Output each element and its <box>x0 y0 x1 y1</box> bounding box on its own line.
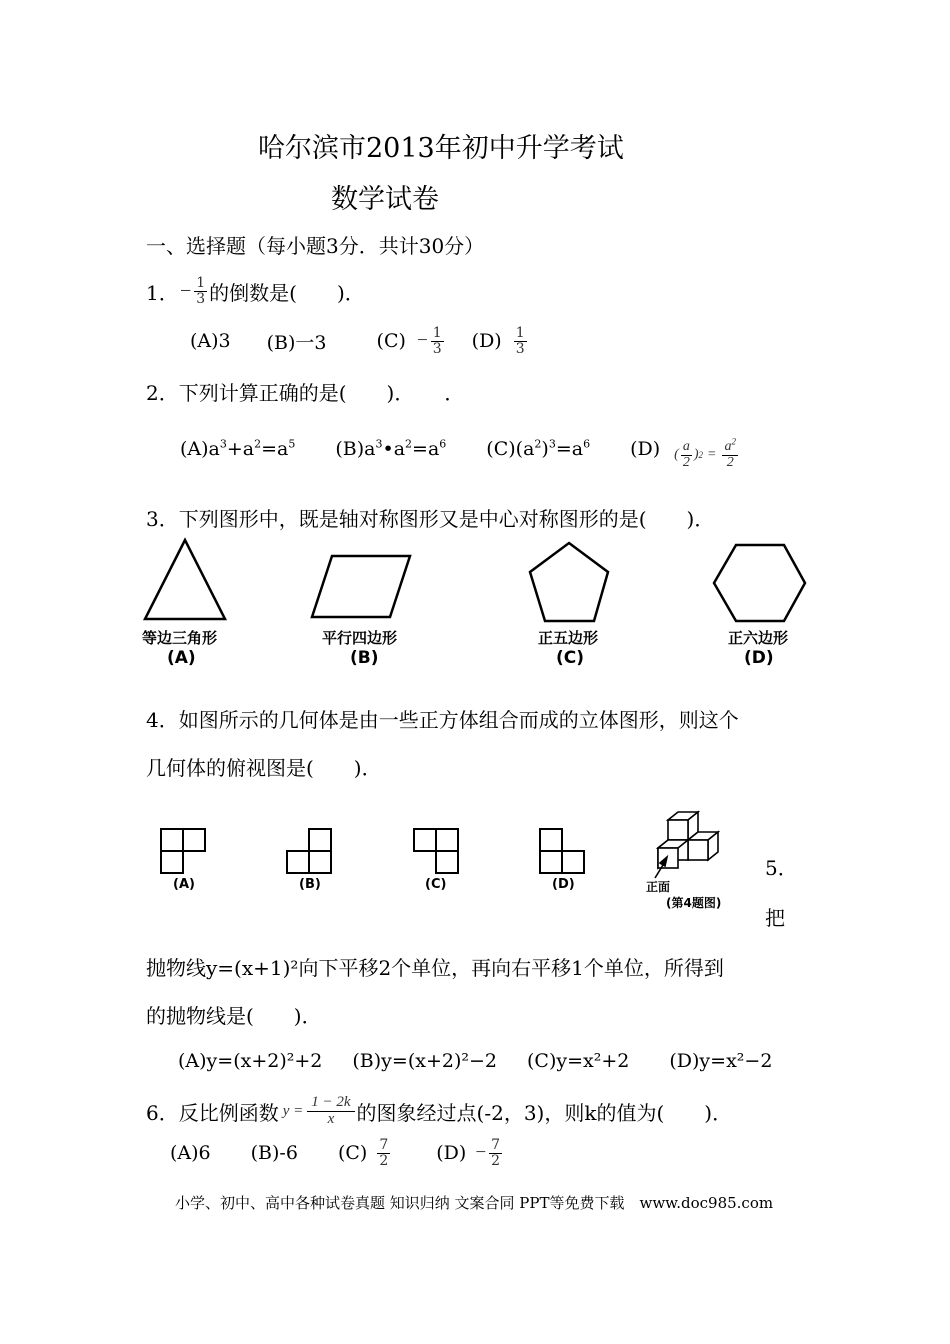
q1-minus: − <box>178 279 193 302</box>
q6-option-c-label: (C) <box>337 1142 368 1165</box>
q6-option-a: (A)6 <box>170 1142 211 1165</box>
top-view-c <box>414 829 458 873</box>
q2-option-d-label: (D) <box>630 438 661 461</box>
q2-option-d-formula: ( $\frac{a}{2}$ ) 2 = $\frac{a^2}{2}$ <box>674 436 736 470</box>
q1-option-b: (B)一3 <box>266 331 327 354</box>
q5-option-d: (D)y=x²−2 <box>669 1050 773 1072</box>
figure-d-letter: (D) <box>744 648 774 668</box>
figure-b-name: 平行四边形 <box>322 629 398 647</box>
q2-option-a: $(A)a^3+a^2=a^5$ <box>180 437 296 461</box>
section-heading: 一、选择题（每小题3分．共计30分） <box>146 234 485 258</box>
q6-text: 的图象经过点(-2，3)，则k的值为( )． <box>356 1100 733 1125</box>
q5-option-c: (C)y=x²+2 <box>527 1050 630 1072</box>
top-view-d-label: (D) <box>552 877 575 892</box>
q1-option-c-sign: − <box>415 330 429 352</box>
question-5-line2: 的抛物线是( )． <box>146 1004 322 1028</box>
top-view-a-label: (A) <box>173 877 195 892</box>
q6-option-d-label: (D) <box>436 1142 467 1165</box>
question-5-line1: 抛物线y=(x+1)²向下平移2个单位，再向右平移1个单位，所得到 <box>146 956 724 980</box>
q5-option-b: (B)y=(x+2)²−2 <box>352 1050 497 1072</box>
front-label: 正面 <box>646 880 671 894</box>
exam-title: 哈尔滨市2013年初中升学考试 <box>258 133 624 164</box>
q1-option-c-label: (C) <box>376 330 406 353</box>
exam-subtitle: 数学试卷 <box>331 184 439 215</box>
figure-a-name: 等边三角形 <box>142 629 218 647</box>
figure-d-name: 正六边形 <box>728 629 789 647</box>
q2-option-b: $(B)a^3•a^2=a^6$ <box>335 437 447 461</box>
figure-4-caption: (第4题图) <box>666 896 722 910</box>
q6-fn-fraction: $\frac{1 - 2k}{x}$ <box>307 1095 354 1128</box>
top-view-c-label: (C) <box>425 877 447 892</box>
top-view-d <box>540 829 584 873</box>
figure-c-letter: (C) <box>556 648 585 668</box>
q1-option-a: (A)3 <box>190 330 231 353</box>
q6-options <box>170 1138 504 1168</box>
q5-options <box>178 1050 772 1072</box>
q6-option-d-sign: − <box>474 1142 488 1164</box>
q1-fraction: $\frac{1}{3}$ <box>196 275 206 307</box>
q1-option-d-fraction: $\frac{1}{3}$ <box>515 325 525 357</box>
question-4-line2: 几何体的俯视图是( )． <box>146 756 382 780</box>
q5-word-fragment: 把 <box>765 906 785 930</box>
q1-option-d-label: (D) <box>471 330 502 353</box>
figure-c-name: 正五边形 <box>538 629 599 647</box>
question-6 <box>146 1088 732 1134</box>
q6-fn-y: y = <box>282 1102 304 1119</box>
top-view-b <box>287 829 331 873</box>
q1-option-c-fraction: $\frac{1}{3}$ <box>432 325 442 357</box>
q6-option-c-fraction: $\frac{7}{2}$ <box>379 1137 389 1169</box>
question-4-line1: 4．如图所示的几何体是由一些正方体组合而成的立体图形，则这个 <box>146 708 739 732</box>
page-footer: 小学、初中、高中各种试卷真题 知识归纳 文案合同 PPT等免费下载 www.doc985.com <box>175 1194 774 1212</box>
q1-text: 的倒数是( )． <box>209 280 365 305</box>
q6-option-b: (B)-6 <box>250 1142 298 1165</box>
q6-number: 6．反比例函数 <box>146 1100 279 1125</box>
top-view-b-label: (B) <box>299 877 321 892</box>
q2-option-c: $(C)(a^2)^3=a^6$ <box>486 437 591 461</box>
question-2: 2．下列计算正确的是( )． ． <box>146 381 465 405</box>
q5-option-a: (A)y=(x+2)²+2 <box>178 1050 323 1072</box>
question-3: 3．下列图形中，既是轴对称图形又是中心对称图形的是( )． <box>146 507 715 531</box>
figure-b-letter: (B) <box>350 648 379 668</box>
top-view-a <box>161 829 205 873</box>
q6-option-d-fraction: $\frac{7}{2}$ <box>491 1137 501 1169</box>
q5-number-fragment: 5． <box>765 856 798 880</box>
q1-number: 1． <box>146 280 179 305</box>
figure-a-letter: (A) <box>167 648 196 668</box>
